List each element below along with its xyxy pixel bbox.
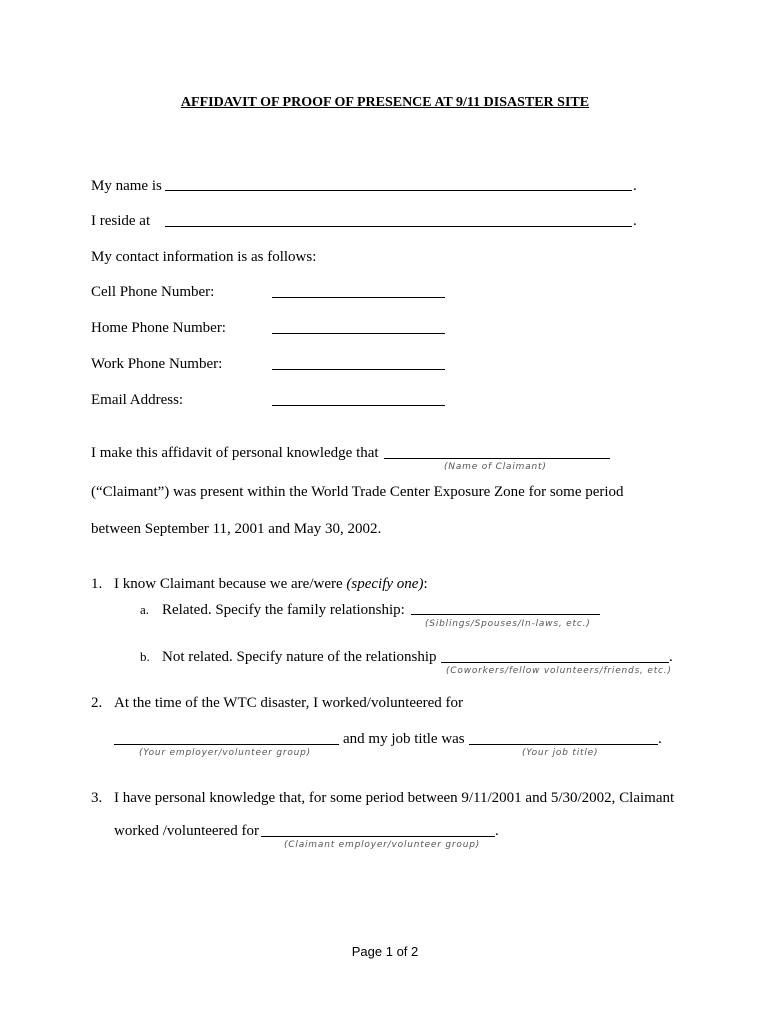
item-3-period: . xyxy=(495,823,499,839)
name-period: . xyxy=(633,178,637,194)
work-phone-field[interactable] xyxy=(272,369,445,370)
employer-field[interactable] xyxy=(114,744,339,745)
item-1-colon: : xyxy=(423,576,428,592)
claimant-presence-text: (“Claimant”) was present within the World Trade Center Exposure Zone for some period xyxy=(91,484,624,500)
name-field[interactable] xyxy=(165,190,632,191)
item-1-specify: (specify one) xyxy=(346,576,424,592)
home-phone-label: Home Phone Number: xyxy=(91,320,226,336)
item-1b-text: Not related. Specify nature of the relationship xyxy=(162,649,437,665)
cell-phone-label: Cell Phone Number: xyxy=(91,284,215,300)
reside-label: I reside at xyxy=(91,213,151,229)
item-1a-text: Related. Specify the family relationship: xyxy=(162,602,405,618)
claimant-name-field[interactable] xyxy=(384,458,610,459)
email-label: Email Address: xyxy=(91,392,184,408)
address-field[interactable] xyxy=(165,226,632,227)
item-2-text: At the time of the WTC disaster, I worked/volunteered for xyxy=(114,695,464,711)
family-relationship-field[interactable] xyxy=(411,614,600,615)
cell-phone-field[interactable] xyxy=(272,297,445,298)
item-2-number: 2. xyxy=(91,695,103,711)
item-1b-letter: b. xyxy=(140,649,150,664)
item-2-middle-text: and my job title was xyxy=(343,731,465,747)
document-title: AFFIDAVIT OF PROOF OF PRESENCE AT 9/11 DISASTER SITE xyxy=(180,95,590,110)
claimant-employer-hint: (Claimant employer/volunteer group) xyxy=(284,840,481,850)
claimant-employer-field[interactable] xyxy=(261,836,495,837)
date-range-text: between September 11, 2001 and May 30, 2002. xyxy=(91,521,382,537)
job-title-hint: (Your job title) xyxy=(522,748,599,758)
reside-period: . xyxy=(633,213,637,229)
page-number: Page 1 of 2 xyxy=(351,944,419,959)
item-1b-period: . xyxy=(669,649,673,665)
job-title-field[interactable] xyxy=(469,744,658,745)
item-3-text: I have personal knowledge that, for some period between 9/11/2001 and 5/30/2002, Claimant xyxy=(114,790,675,806)
relationship-nature-hint: (Coworkers/fellow volunteers/friends, etc.) xyxy=(446,666,672,676)
item-3-number: 3. xyxy=(91,790,103,806)
family-relationship-hint: (Siblings/Spouses/In-laws, etc.) xyxy=(425,619,591,629)
item-2-period: . xyxy=(658,731,662,747)
email-field[interactable] xyxy=(272,405,445,406)
item-1-number: 1. xyxy=(91,576,103,592)
home-phone-field[interactable] xyxy=(272,333,445,334)
claimant-name-hint: (Name of Claimant) xyxy=(444,462,547,472)
knowledge-text: I make this affidavit of personal knowledge that xyxy=(91,445,379,461)
item-3-worked-label: worked /volunteered for xyxy=(114,823,259,839)
name-label: My name is xyxy=(91,178,162,194)
work-phone-label: Work Phone Number: xyxy=(91,356,223,372)
item-1-text xyxy=(114,575,428,593)
item-1a-letter: a. xyxy=(140,602,150,617)
item-1-text-main: I know Claimant because we are/were xyxy=(114,576,347,592)
contact-intro: My contact information is as follows: xyxy=(91,249,317,265)
employer-hint: (Your employer/volunteer group) xyxy=(139,748,311,758)
relationship-nature-field[interactable] xyxy=(441,662,669,663)
